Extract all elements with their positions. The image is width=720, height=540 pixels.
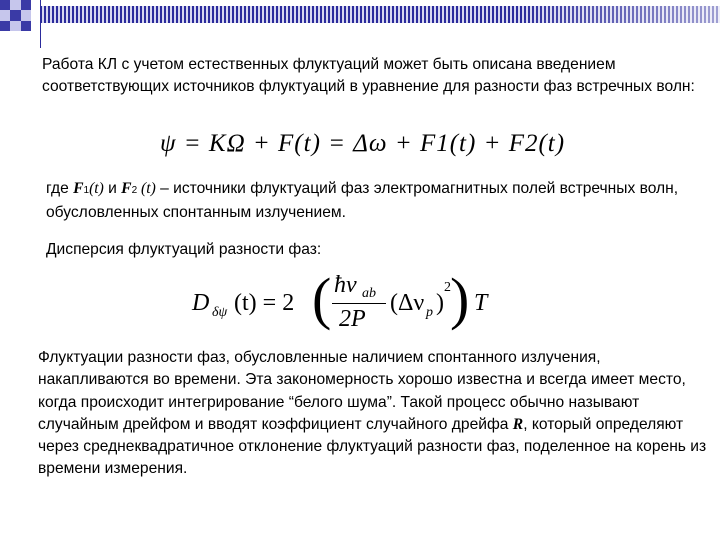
decor-square	[21, 10, 31, 21]
numerator-subscript: ab	[362, 286, 376, 301]
decor-vertical-line	[40, 0, 41, 48]
dispersion-heading: Дисперсия флуктуаций разности фаз:	[46, 241, 322, 258]
decor-square	[21, 0, 31, 10]
drift-paragraph	[38, 347, 710, 481]
decor-square	[10, 21, 21, 31]
fraction-denominator: 2P	[339, 306, 366, 332]
linewidth-subscript: p	[426, 305, 433, 320]
fraction-numerator: ħν	[334, 272, 357, 298]
decor-square	[10, 10, 21, 21]
right-big-paren: )	[450, 266, 470, 331]
left-big-paren: (	[312, 266, 332, 331]
power: 2	[444, 280, 451, 295]
decor-square	[0, 10, 10, 21]
dispersion-equation	[192, 266, 522, 336]
time-symbol: T	[474, 290, 488, 316]
f2-argument: (t)	[137, 180, 156, 197]
decor-square	[0, 0, 10, 10]
linewidth-factor: (Δν	[390, 290, 425, 316]
linewidth-close: )	[436, 290, 444, 316]
phase-equation-rhs: = Δω + F1(t) + F2(t)	[328, 130, 566, 157]
dispersion-lhs: D	[192, 290, 210, 316]
sources-conjunction: и	[103, 180, 122, 197]
drift-text-after: , который определяют через среднеквадратичное отклонение флуктуаций разности фаз, поделенное на корень из времени измерения.	[38, 415, 707, 478]
decor-stripe-fade	[520, 6, 720, 23]
decor-square	[21, 21, 31, 31]
header-decoration	[0, 0, 720, 40]
sources-description: – источники флуктуаций фаз электромагнитных полей встречных волн, обусловленных спонтанным излучением.	[46, 180, 679, 221]
f1-subscript: 1	[83, 185, 90, 196]
decor-square	[0, 21, 10, 31]
drift-text-before: Флуктуации разности фаз, обусловленные наличием спонтанного излучения, накапливаются во времени. Эта закономерность хорошо известна и всегда имеет место, когда происходит интегрирование “белого шума”. Такой процесс обычно называют случайным дрейфом и вводят коэффициент случайного дрейфа	[38, 349, 686, 433]
dispersion-argument: (t) = 2	[234, 290, 295, 316]
decor-square	[10, 0, 21, 10]
sources-prefix: где	[46, 180, 74, 197]
dispersion-lhs-subscript: δψ	[212, 305, 228, 320]
sources-paragraph	[46, 178, 686, 224]
drift-coefficient-symbol: R	[512, 415, 524, 433]
intro-paragraph: Работа КЛ с учетом естественных флуктуаций может быть описана введением соответствующих источников флуктуаций в уравнение для разности фаз встречных волн:	[42, 56, 695, 95]
f1-symbol: F	[73, 180, 84, 197]
f2-subscript: 2	[131, 185, 138, 196]
phase-equation	[160, 130, 565, 158]
phase-equation-lhs: ψ = KΩ + F(t)	[160, 130, 321, 157]
f1-argument: (t)	[89, 180, 104, 197]
f2-symbol: F	[121, 180, 132, 197]
fraction-bar	[332, 303, 386, 304]
